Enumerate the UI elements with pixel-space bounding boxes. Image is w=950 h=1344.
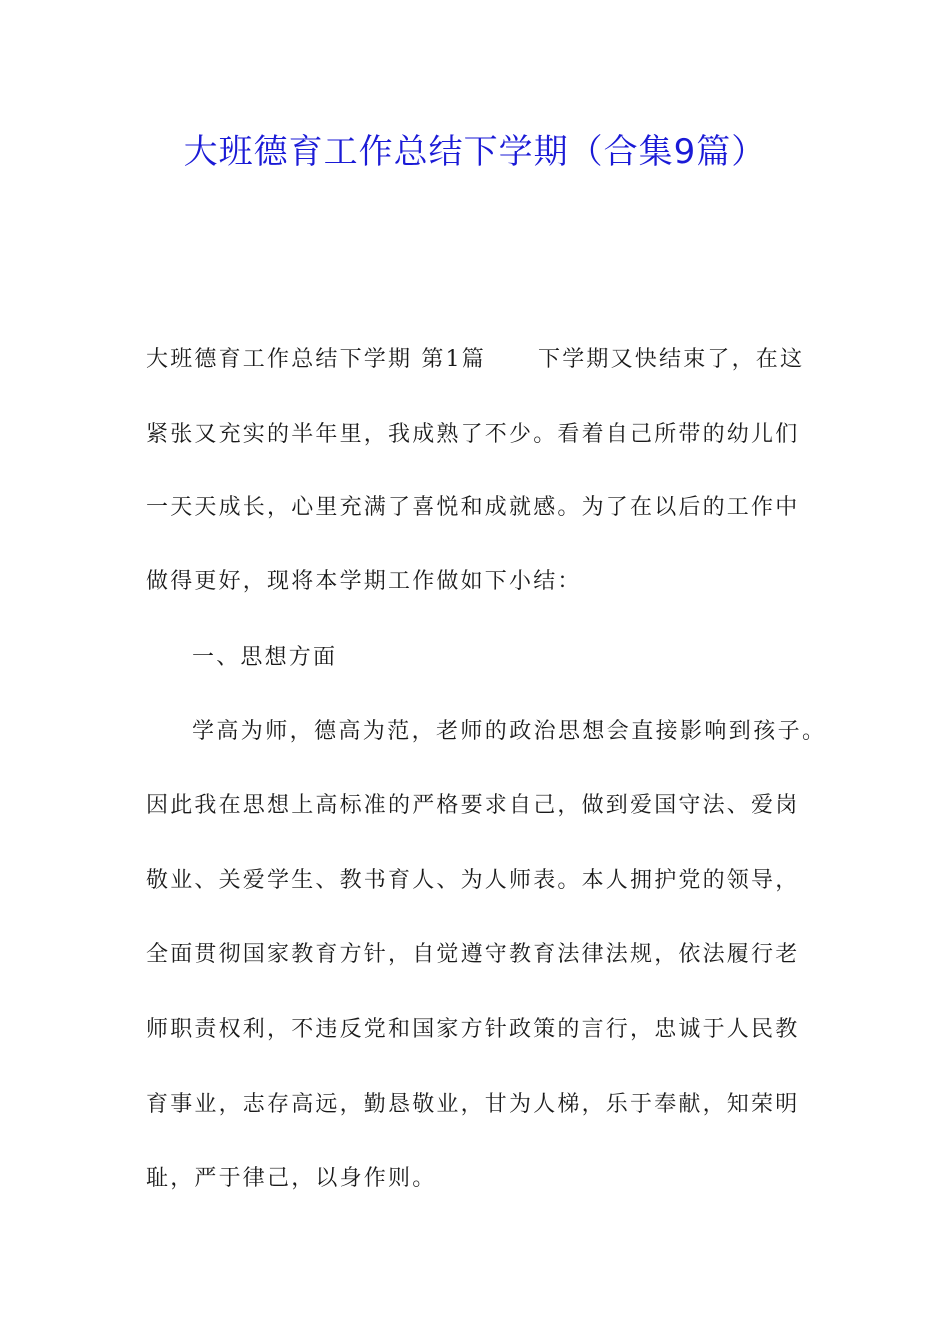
paragraph-line-1 [146, 344, 804, 376]
paragraph-line-8: 敬业、关爱学生、教书育人、为人师表。本人拥护党的领导， [146, 868, 800, 893]
paragraph-line-7: 因此我在思想上高标准的严格要求自己，做到爱国守法、爱岗 [146, 793, 800, 818]
paragraph-line-6: 学高为师，德高为范，老师的政治思想会直接影响到孩子。 [192, 719, 827, 744]
paragraph-line-3: 一天天成长，心里充满了喜悦和成就感。为了在以后的工作中 [146, 495, 800, 520]
paragraph-line-12: 耻，严于律己，以身作则。 [146, 1166, 437, 1191]
paragraph-line-9: 全面贯彻国家教育方针，自觉遵守教育法律法规，依法履行老 [146, 942, 800, 967]
paragraph-line-10: 师职责权利，不违反党和国家方针政策的言行，忠诚于人民教 [146, 1017, 800, 1042]
section-heading-inline: 大班德育工作总结下学期 第1篇 [146, 347, 486, 372]
paragraph-line-2: 紧张又充实的半年里，我成熟了不少。看着自己所带的幼儿们 [146, 422, 800, 447]
paragraph-line-1-text: 下学期又快结束了，在这 [538, 347, 805, 372]
paragraph-line-11: 育事业，志存高远，勤恳敬业，甘为人梯，乐于奉献，知荣明 [146, 1092, 800, 1117]
document-title: 大班德育工作总结下学期（合集9篇） [183, 132, 767, 172]
section-heading: 一、思想方面 [192, 645, 338, 670]
paragraph-line-4: 做得更好，现将本学期工作做如下小结： [146, 569, 582, 594]
